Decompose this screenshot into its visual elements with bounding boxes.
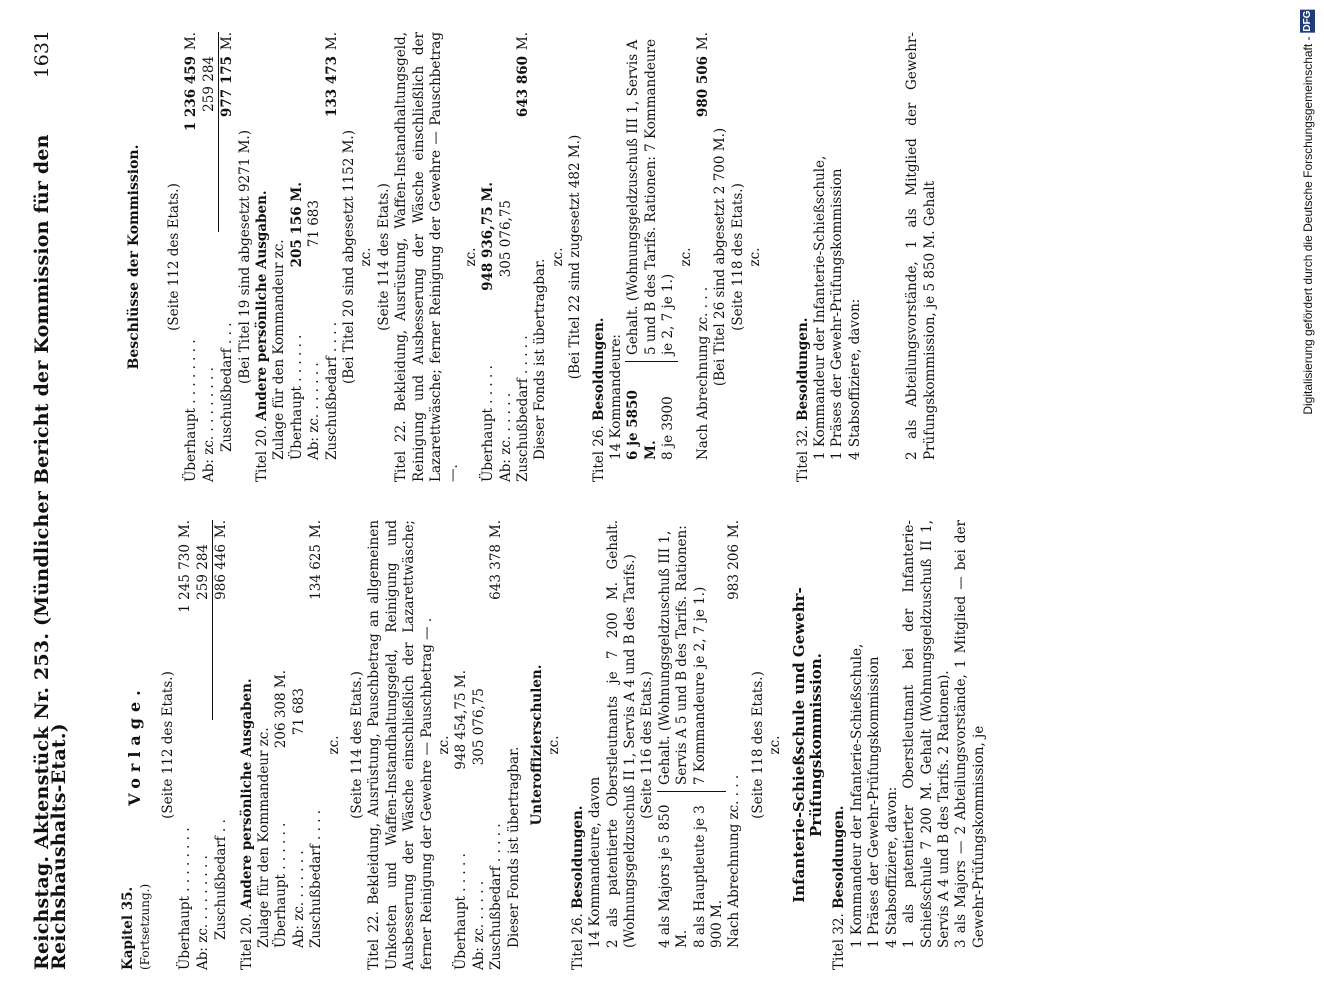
- t32-line2: 1 Präses der Gewehr-Prüfungskommission: [866, 656, 883, 948]
- r-t20-ueberhaupt-row: Überhaupt . . . . . . 205 156 M.: [288, 182, 305, 460]
- r-t22-zuschuss-row: Zuschußbedarf . . . . . 643 860 M.: [515, 32, 531, 482]
- t26-brace-block: 4 als Majors je 5 850 M. 8 als Hauptleute je 3 900 M. Gehalt. (Wohnungsgeldzuschuß III 1, Servis A 5 und B des Tarifs. Rationen: 7 Kommandeure je 2, 7 je 1.): [657, 520, 727, 970]
- t26-nach-row: Nach Abrechnung zc. . . . 983 206 M.: [726, 520, 743, 948]
- titel-22-text: Titel 22. Bekleidung, Ausrüstung, Pauschbetrag an allgemeinen Unkosten und Waffen-Instandhaltungsgeld, Reinigung und Ausbesserung der Wäsche einschließlich der Lazarettwäsche; ferner Reinigung der Gewehre — Pauschbetrag — .: [366, 520, 435, 970]
- seite-114-note: (Seite 114 des Etats.): [348, 671, 365, 819]
- r-t26-line1: 14 Kommandeure:: [608, 334, 625, 460]
- t20-ab-row: Ab: zc. . . . . . . 71 683: [290, 688, 307, 948]
- dfg-logo: DFG: [1302, 11, 1313, 33]
- r-t32-line2: 1 Präses der Gewehr-Prüfungskommission: [829, 168, 846, 460]
- zc-marker: zc.: [325, 735, 342, 755]
- titel-26-heading: Titel 26. Besoldungen.: [569, 805, 586, 970]
- titel-20-heading: Titel 20. Andere persönliche Ausgaben.: [238, 678, 255, 970]
- r-t22-ab-row: Ab: zc. . . . . . 305 076,75: [497, 200, 514, 482]
- r-t22-note: (Bei Titel 22 sind zugesetzt 482 M.): [567, 134, 584, 380]
- r-t26-zc2-marker: zc.: [747, 247, 764, 267]
- r-t19-note: (Bei Titel 19 sind abgesetzt 9271 M.): [236, 130, 253, 384]
- uo-zc-marker: zc.: [546, 735, 563, 755]
- beschluesse-heading: Beschlüsse der Kommission.: [126, 144, 142, 370]
- r-seite-112-note: (Seite 112 des Etats.): [166, 183, 182, 331]
- t22-ab-row: Ab: zc. . . . . . 305 076,75: [470, 688, 487, 970]
- t22-fonds-note: Dieser Fonds ist übertragbar.: [505, 746, 522, 948]
- rotated-document-page: [28, 30, 1208, 970]
- r-seite-118-note: (Seite 118 des Etats.): [729, 183, 746, 331]
- r-seite-114-note: (Seite 114 des Etats.): [375, 183, 392, 331]
- zuschuss-row: Zuschußbedarf . . 986 446 M.: [213, 520, 230, 940]
- dfg-credit: Digitalisierung gefördert durch die Deutsche Forschungsgemeinschaft - DFG: [1301, 11, 1315, 415]
- r-t20-zuschuss-row: Zuschußbedarf . . . . 133 473 M.: [323, 32, 340, 460]
- r-t22-zc2-marker: zc.: [549, 247, 566, 267]
- header-title: Reichstag. Aktenstück Nr. 253. (Mündlicher Bericht der Kommission für den Reichshaushalts-Etat.): [31, 134, 71, 970]
- r-ab-row: Ab: zc. . . . . . . . . 259 284: [200, 56, 217, 482]
- vorlage-heading: Vorlage.: [125, 684, 144, 806]
- r-ueberhaupt-row: Überhaupt . . . . . . . . 1 236 459 M.: [183, 32, 200, 482]
- ab-row: Ab: zc. . . . . . . . . 259 284: [194, 544, 211, 970]
- r-t22-fonds-note: Dieser Fonds ist übertragbar.: [532, 258, 549, 460]
- r-t22-ueberhaupt-row: Überhaupt . . . . . 948 936,75 M.: [480, 182, 497, 482]
- page-number: 1631: [31, 30, 53, 79]
- r-titel-20-heading: Titel 20. Andere persönliche Ausgaben.: [253, 190, 270, 482]
- r-t20-note: (Bei Titel 20 sind abgesetzt 1152 M.): [340, 130, 357, 384]
- r-titel-32-heading: Titel 32. Besoldungen.: [794, 317, 811, 482]
- r-titel-22-text: Titel 22. Bekleidung, Ausrüstung, Waffen-Instandhaltungsgeld, Reinigung und Ausbesserung der Wäsche einschließlich der Lazarettwäsche; ferner Reinigung der Gewehre — Pauschbetrag —.: [393, 32, 462, 482]
- infanterie-schiessschule-heading: Infanterie-Schießschule und Gewehr-Prüfungskommission.: [789, 587, 826, 903]
- t26-line1: 14 Kommandeure, davon: [587, 776, 604, 948]
- ueberhaupt-row: Überhaupt . . . . . . . . 1 245 730 M.: [177, 520, 194, 970]
- r-t26-nach-row: Nach Abrechnung zc. . . . 980 506 M.: [695, 32, 712, 460]
- t22-zc-marker: zc.: [436, 735, 452, 755]
- t32-line4: 1 als patentierter Oberstleutnant bei der Infanterie-Schießschule 7 200 M. Gehalt (Wohnungsgeldzuschuß II 1, Servis A 4 und B des Tarifs. 2 Rationen).: [901, 520, 952, 948]
- r-t20-ab-row: Ab: zc. . . . . . . 71 683: [306, 200, 323, 460]
- t20-zuschuss-row: Zuschußbedarf . . . . 134 625 M.: [308, 520, 325, 948]
- r-titel-26-heading: Titel 26. Besoldungen.: [590, 317, 607, 482]
- fortsetzung-label: (Fortsetzung.): [138, 883, 153, 970]
- t26-line2: 2 als patentierte Oberstleutnants je 7 200 M. Gehalt. (Wohnungsgeldzuschuß II 1, Servis A 4 und B des Tarifs.): [604, 520, 639, 948]
- seite-118-note: (Seite 118 des Etats.): [749, 671, 766, 819]
- r-zuschuss-row: Zuschußbedarf . . . 977 175 M.: [219, 32, 236, 452]
- t32-line1: 1 Kommandeur der Infanterie-Schießschule,: [848, 643, 865, 948]
- running-header: [31, 30, 74, 970]
- t32-line5: 3 als Majors — 2 Abteilungsvorstände, 1 Mitglied — bei der Gewehr-Prüfungskommission, je: [953, 520, 987, 948]
- seite-116-note: (Seite 116 des Etats.): [639, 671, 656, 819]
- r-t32-line1: 1 Kommandeur der Infanterie-Schießschule,: [812, 155, 829, 460]
- unteroffizierschulen-heading: Unteroffizierschulen.: [528, 664, 545, 826]
- r-t26-zc-marker: zc.: [677, 247, 694, 267]
- seite-112-note: (Seite 112 des Etats.): [160, 671, 176, 819]
- column-beschluesse: [120, 32, 939, 482]
- r-t32-line3: 4 Stabsoffiziere, davon:: [846, 298, 863, 460]
- t22-ueberhaupt-row: Überhaupt . . . . . 948 454,75 M.: [453, 670, 470, 970]
- r-zc-marker: zc.: [358, 247, 375, 267]
- t26-zc2-marker: zc.: [767, 735, 784, 755]
- t20-ueberhaupt-row: Überhaupt . . . . . . 206 308 M.: [273, 670, 290, 948]
- column-vorlage: [120, 520, 988, 970]
- t32-line3: 4 Stabsoffiziere, davon:: [883, 786, 900, 948]
- r-t32-line5: 2 als Abteilungsvorstände, 1 als Mitglied der Gewehr-Prüfungskommission, je 5 850 M. Gehalt: [904, 32, 938, 460]
- r-t26-brace-block: 6 je 5850 M. 8 je 3900 Gehalt. (Wohnungsgeldzuschuß III 1, Servis A 5 und B des Tarifs. Rationen: 7 Kommandeure je 2, 7 je 1.): [625, 32, 677, 482]
- r-t22-zc-marker: zc.: [462, 247, 479, 267]
- t22-zuschuss-row: Zuschußbedarf . . . . . 643 378 M.: [488, 520, 505, 970]
- titel-20-zulage: Zulage für den Kommandeur zc.: [255, 727, 272, 948]
- kapitel-label: Kapitel 35.: [120, 886, 136, 970]
- r-t26-note: (Bei Titel 26 sind abgesetzt 2 700 M.): [712, 127, 729, 387]
- titel-32-heading: Titel 32. Besoldungen.: [831, 805, 848, 970]
- r-titel-20-zulage: Zulage für den Kommandeur zc.: [271, 239, 288, 460]
